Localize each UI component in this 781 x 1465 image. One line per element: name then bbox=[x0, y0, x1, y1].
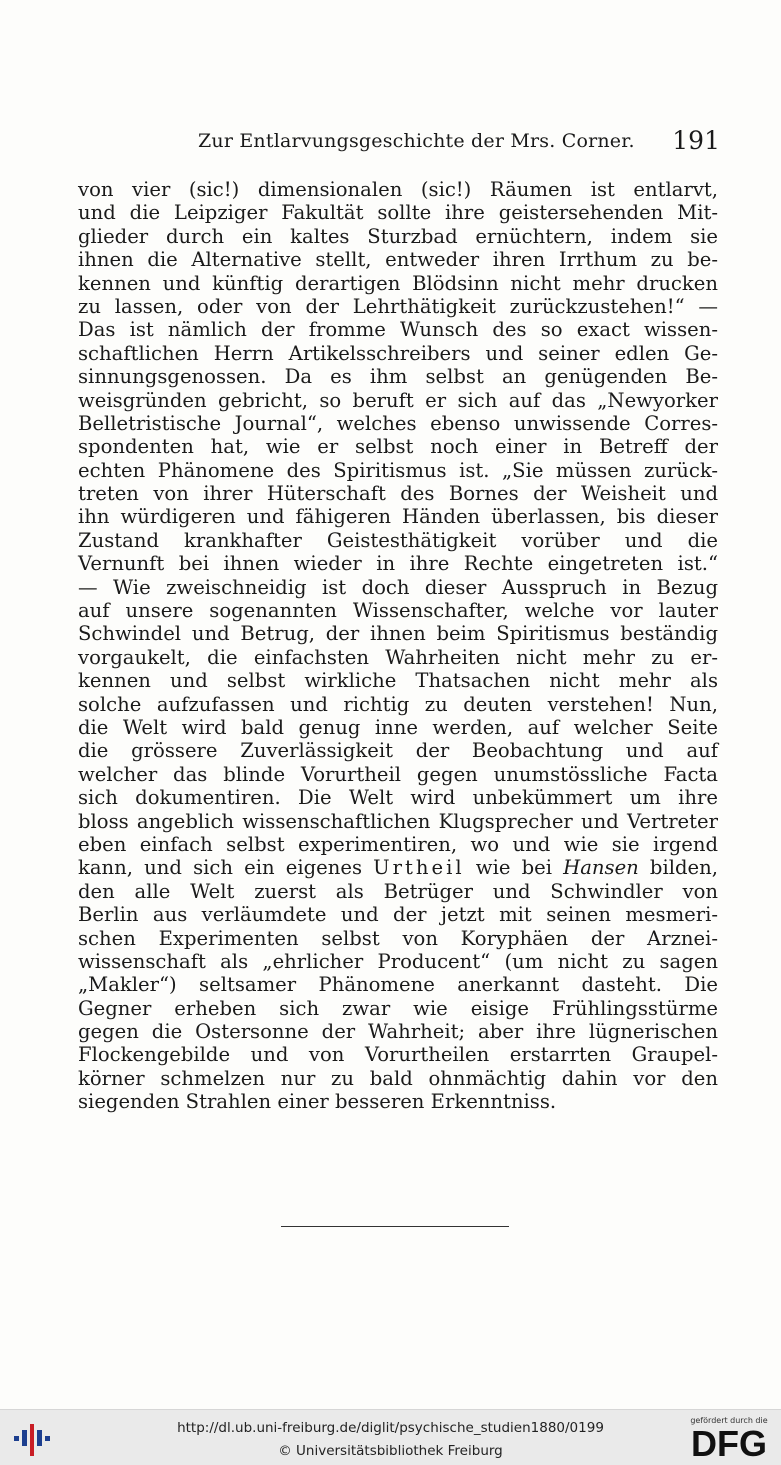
text-line: die Welt wird bald genug inne werden, auf welcher Seite bbox=[78, 715, 718, 739]
text-line: vorgaukelt, die einfachsten Wahrheiten nicht mehr zu er- bbox=[78, 645, 718, 669]
spaced-emphasis: Urtheil bbox=[373, 856, 465, 880]
text-line: ihnen die Alternative stellt, entweder ihren Irrthum zu be- bbox=[78, 248, 718, 272]
permalink-url[interactable]: http://dl.ub.uni-freiburg.de/diglit/psychische_studien1880/0199 bbox=[177, 1420, 604, 1436]
text-line: Flockengebilde und von Vorurtheilen erstarrten Graupel- bbox=[78, 1043, 718, 1067]
text-line: den alle Welt zuerst als Betrüger und Schwindler von bbox=[78, 879, 718, 903]
text-line: Vernunft bei ihnen wieder in ihre Rechte eingetreten ist.“ bbox=[78, 552, 718, 576]
dfg-logo-text: DFG bbox=[691, 1425, 767, 1461]
text-line: ihn würdigeren und fähigeren Händen überlassen, bis dieser bbox=[78, 505, 718, 529]
text-line: — Wie zweischneidig ist doch dieser Ausspruch in Bezug bbox=[78, 575, 718, 599]
section-divider bbox=[281, 1226, 509, 1227]
text-line-mixed bbox=[78, 856, 718, 879]
copyright-notice: © Universitätsbibliothek Freiburg bbox=[278, 1443, 503, 1459]
text-line: schen Experimenten selbst von Koryphäen der Arznei- bbox=[78, 926, 718, 950]
text-line: die grössere Zuverlässigkeit der Beobachtung und auf bbox=[78, 739, 718, 763]
text-line: zu lassen, oder von der Lehrthätigkeit zurückzustehen!“ — bbox=[78, 294, 718, 318]
text-line: von vier (sic!) dimensionalen (sic!) Räumen ist entlarvt, bbox=[78, 178, 718, 201]
text-line: bloss angeblich wissenschaftlichen Klugsprecher und Vertreter bbox=[78, 809, 718, 833]
page-number: 191 bbox=[672, 126, 720, 155]
text-line: Das ist nämlich der fromme Wunsch des so exact wissen- bbox=[78, 318, 718, 342]
page-header bbox=[80, 126, 720, 162]
text-line: siegenden Strahlen einer besseren Erkenntniss. bbox=[78, 1090, 557, 1114]
text-line: körner schmelzen nur zu bald ohnmächtig dahin vor den bbox=[78, 1066, 718, 1090]
text-line: schaftlichen Herrn Artikelsschreibers und seiner edlen Ge- bbox=[78, 341, 718, 365]
text-line: wissenschaft als „ehrlicher Producent“ (um nicht zu sagen bbox=[78, 949, 718, 973]
text-line: und die Leipziger Fakultät sollte ihre geistersehenden Mit- bbox=[78, 201, 718, 225]
text-line: echten Phänomene des Spiritismus ist. „Sie müssen zurück- bbox=[78, 458, 718, 482]
text-line: Belletristische Journal“, welches ebenso unwissende Corres- bbox=[78, 411, 718, 435]
text-line: weisgründen gebricht, so beruft er sich auf das „Newyorker bbox=[78, 388, 718, 412]
viewer-footer bbox=[0, 1409, 781, 1465]
text-line: solche aufzufassen und richtig zu deuten verstehen! Nun, bbox=[78, 692, 718, 716]
text-line: spondenten hat, wie er selbst noch einer in Betreff der bbox=[78, 435, 718, 459]
text-line: kennen und selbst wirkliche Thatsachen nicht mehr als bbox=[78, 669, 718, 693]
text-line: treten von ihrer Hüterschaft des Bornes der Weisheit und bbox=[78, 482, 718, 506]
text-line: Berlin aus verläumdete und der jetzt mit seinen mesmeri- bbox=[78, 903, 718, 927]
text-line: gegen die Ostersonne der Wahrheit; aber ihre lügnerischen bbox=[78, 1020, 718, 1044]
text-segment: wie bei bbox=[464, 856, 564, 880]
italic-name: Hansen bbox=[563, 856, 639, 880]
text-line: auf unsere sogenannten Wissenschafter, welche vor lauter bbox=[78, 599, 718, 623]
text-segment: bilden, bbox=[638, 856, 718, 880]
funding-note: gefördert durch die bbox=[690, 1416, 768, 1425]
text-line: Zustand krankhafter Geistesthätigkeit vorüber und die bbox=[78, 528, 718, 552]
text-line: kennen und künftig derartigen Blödsinn nicht mehr drucken bbox=[78, 271, 718, 295]
text-segment: kann, und sich ein eigenes bbox=[78, 856, 374, 880]
body-text bbox=[78, 178, 718, 1114]
text-line: Gegner erheben sich zwar wie eisige Frühlingsstürme bbox=[78, 996, 718, 1020]
text-line: sich dokumentiren. Die Welt wird unbekümmert um ihre bbox=[78, 786, 718, 810]
text-line: sinnungsgenossen. Da es ihm selbst an genügenden Be- bbox=[78, 365, 718, 389]
dfg-logo-icon[interactable] bbox=[689, 1425, 769, 1461]
text-line: „Makler“) seltsamer Phänomene anerkannt dasteht. Die bbox=[78, 973, 718, 997]
text-line: welcher das blinde Vorurtheil gegen unumstössliche Facta bbox=[78, 762, 718, 786]
running-head: Zur Entlarvungsgeschichte der Mrs. Corner. bbox=[198, 130, 635, 152]
text-line: glieder durch ein kaltes Sturzbad ernüchtern, indem sie bbox=[78, 224, 718, 248]
text-line: Schwindel und Betrug, der ihnen beim Spiritismus beständig bbox=[78, 622, 718, 646]
text-line: eben einfach selbst experimentiren, wo und wie sie irgend bbox=[78, 832, 718, 856]
